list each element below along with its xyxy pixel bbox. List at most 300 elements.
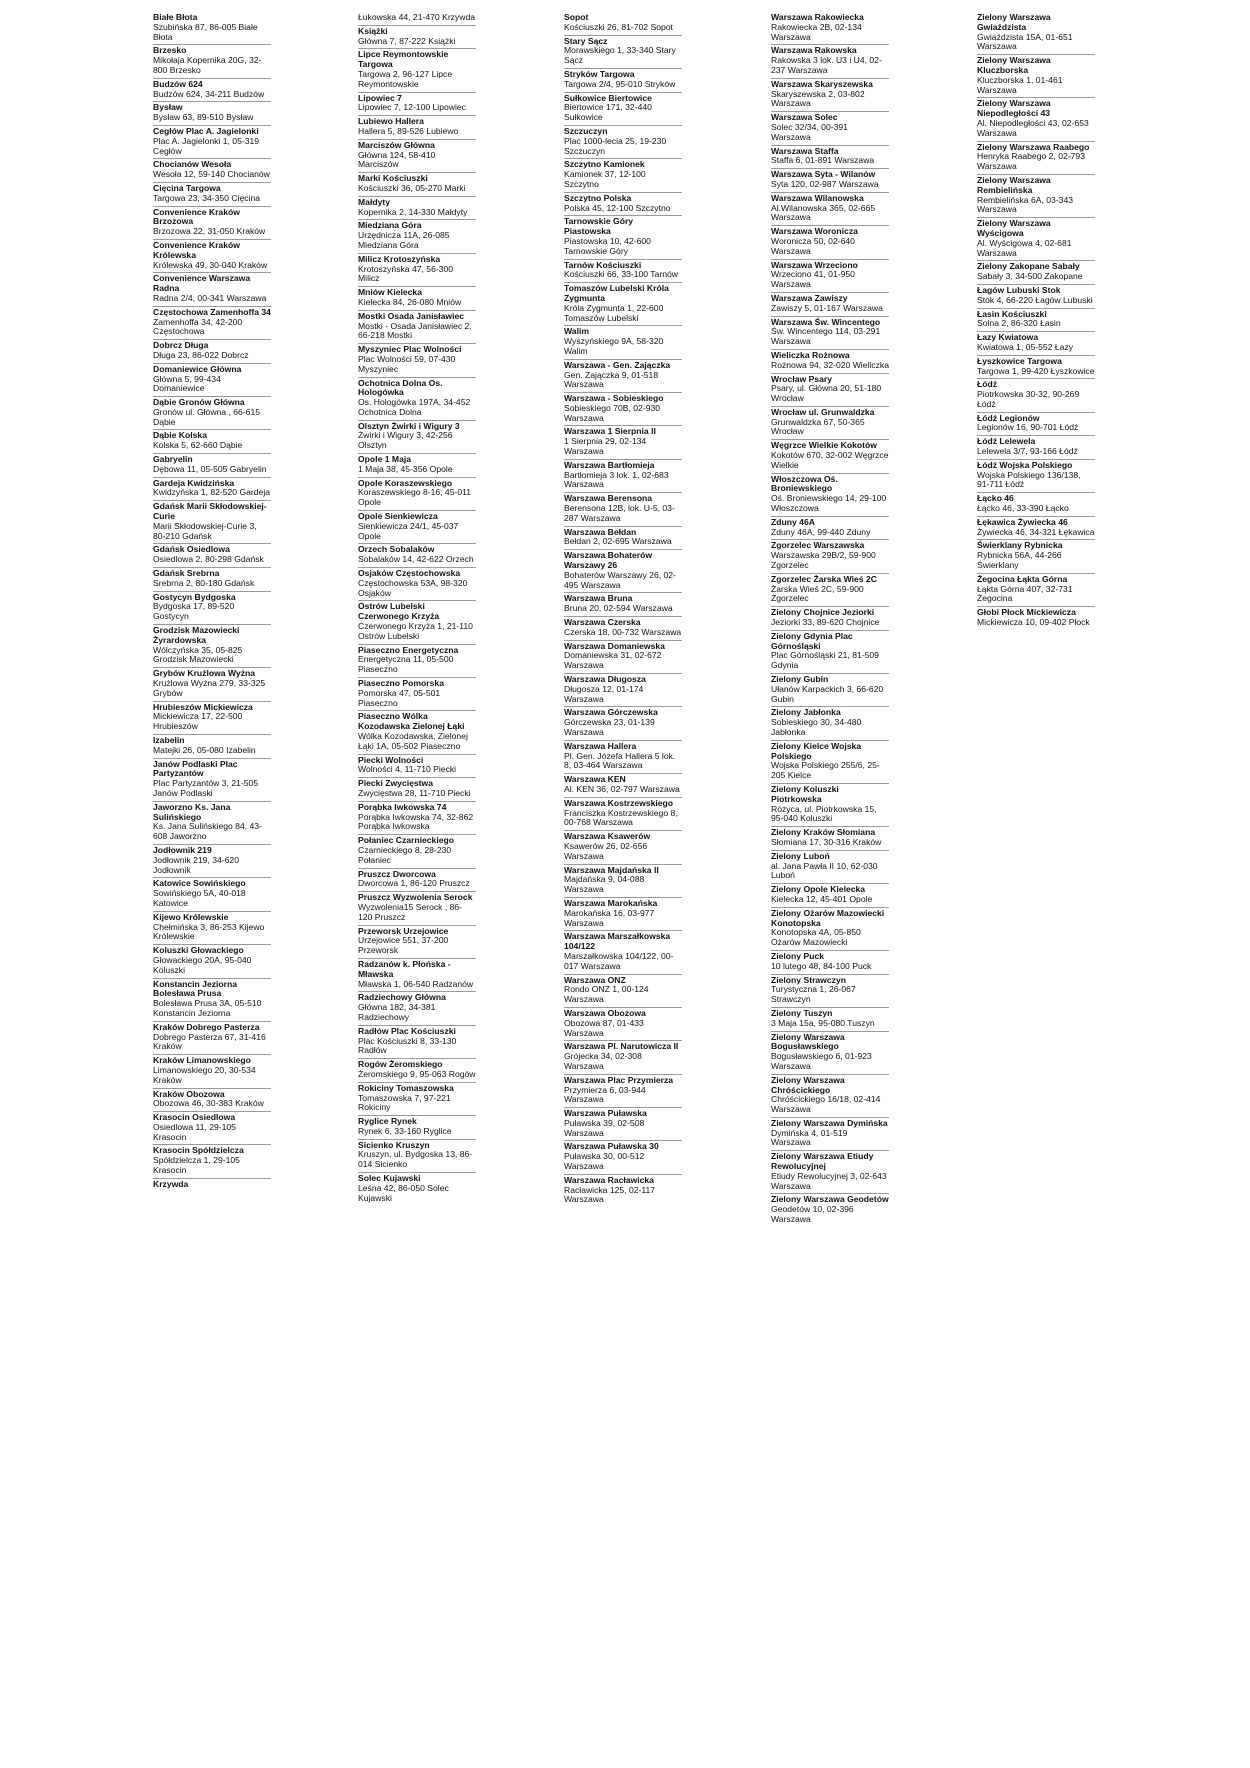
store-address: Osiedlowa 11, 29-105 Krasocin bbox=[153, 1121, 236, 1142]
store-column-3 bbox=[564, 12, 682, 1207]
store-address: Al. Niepodległości 43, 02-653 Warszawa bbox=[977, 117, 1089, 138]
store-entry bbox=[771, 827, 889, 851]
store-address: Plac Partyzantów 3, 21-505 Janów Podlaski bbox=[153, 778, 259, 798]
store-entry bbox=[153, 1112, 271, 1145]
store-address: Bolesława Prusa 3A, 05-510 Konstancin Jeziorna bbox=[153, 998, 262, 1018]
store-entry bbox=[358, 1140, 476, 1173]
store-entry bbox=[977, 460, 1095, 493]
store-entry bbox=[153, 735, 271, 759]
store-name: Białe Błota bbox=[153, 12, 198, 22]
store-name: Zduny 46A bbox=[771, 516, 815, 527]
store-address: Psary, ul. Główna 20, 51-180 Wrocław bbox=[771, 383, 882, 404]
store-entry bbox=[358, 645, 476, 678]
store-address: Rondo ONZ 1, 00-124 Warszawa bbox=[564, 984, 649, 1005]
store-name: Koluszki Głowackiego bbox=[153, 945, 244, 956]
store-address: Urzędnicza 11A, 26-085 Miedziana Góra bbox=[358, 230, 450, 250]
store-name: Warszawa Domaniewska bbox=[564, 640, 665, 651]
store-address: Berensona 12B, lok. U-5, 03-287 Warszawa bbox=[564, 503, 675, 523]
store-address: Żeromskiego 9, 95-063 Rogów bbox=[358, 1068, 476, 1079]
store-name: Zielony Koluszki Piotrkowska bbox=[771, 783, 839, 804]
store-name: Świerklany Rybnicka bbox=[977, 540, 1063, 551]
store-address: Długa 23, 86-022 Dobrcz bbox=[153, 349, 249, 360]
store-name: Walim bbox=[564, 326, 589, 337]
store-entry bbox=[564, 393, 682, 426]
store-name: Kraków Limanowskiego bbox=[153, 1055, 251, 1066]
store-name: Zielony Strawczyn bbox=[771, 974, 846, 985]
store-name: Myszyniec Plac Wolności bbox=[358, 344, 462, 355]
store-entry bbox=[771, 741, 889, 784]
store-name: Zielony Opole Kielecka bbox=[771, 884, 866, 895]
store-address: Wojska Polskiego 255/6, 25-205 Kielce bbox=[771, 760, 880, 781]
store-name: Stryków Targowa bbox=[564, 68, 635, 79]
store-entry bbox=[358, 454, 476, 478]
store-address: Plac Kościuszki 8, 33-130 Radłów bbox=[358, 1035, 457, 1056]
store-name: Miedziana Góra bbox=[358, 220, 422, 231]
store-name: Krasocin Spółdzielcza bbox=[153, 1145, 244, 1156]
store-address: al. Jana Pawła II 10, 62-030 Luboń bbox=[771, 860, 878, 881]
store-entry bbox=[564, 1141, 682, 1174]
store-address: Zawiszy 5, 01-167 Warszawa bbox=[771, 302, 883, 313]
store-entry bbox=[564, 550, 682, 593]
store-name: Lipowiec 7 bbox=[358, 92, 402, 103]
store-address: Morawskiego 1, 33-340 Stary Sącz bbox=[564, 45, 676, 66]
store-address: Marokańska 16, 03-977 Warszawa bbox=[564, 907, 655, 928]
store-name: Sopot bbox=[564, 12, 589, 22]
store-name: Milicz Krotoszyńska bbox=[358, 253, 441, 264]
store-address: Wólka Kozodawska, Zielonej Łąki 1A, 05-502 Piaseczno bbox=[358, 731, 468, 751]
store-address: Energetyczna 11, 05-500 Piaseczno bbox=[358, 654, 454, 675]
store-name: Gabryelin bbox=[153, 454, 193, 465]
store-address: Biertowice 171, 32-440 Sułkowice bbox=[564, 102, 652, 123]
store-entry bbox=[977, 436, 1095, 460]
store-name: Piaseczno Pomorska bbox=[358, 678, 444, 689]
store-address: Gwiaździsta 15A, 01-651 Warszawa bbox=[977, 31, 1073, 52]
store-column-2 bbox=[358, 12, 476, 1205]
store-entry bbox=[358, 220, 476, 253]
store-address: Konotopska 4A, 05-850 Ożarów Mazowiecki bbox=[771, 927, 861, 948]
store-address: Dymińska 4, 01-519 Warszawa bbox=[771, 1127, 848, 1148]
store-entry bbox=[153, 912, 271, 945]
store-address: Tomaszowska 7, 97-221 Rokiciny bbox=[358, 1092, 451, 1113]
store-entry bbox=[977, 261, 1095, 285]
store-name: Orzech Sobalaków bbox=[358, 544, 435, 555]
store-entry bbox=[358, 959, 476, 992]
store-address: Kopernika 2, 14-330 Małdyty bbox=[358, 206, 468, 217]
store-entry bbox=[153, 1055, 271, 1088]
store-address: Pomorska 47, 05-501 Piaseczno bbox=[358, 687, 441, 708]
store-address: Syta 120, 02-987 Warszawa bbox=[771, 178, 879, 189]
store-address: Wólczyńska 35, 05-825 Grodzisk Mazowiecki bbox=[153, 644, 243, 665]
store-address: Kokotów 670, 32-002 Węgrzce Wielkie bbox=[771, 450, 889, 470]
store-address: Główna 7, 87-222 Książki bbox=[358, 35, 456, 46]
store-entry bbox=[771, 1194, 889, 1226]
store-address: Lipowiec 7, 12-100 Lipowiec bbox=[358, 102, 466, 113]
store-column-4 bbox=[771, 12, 889, 1227]
store-name: Szczuczyn bbox=[564, 125, 608, 136]
store-address: Lelewela 3/7, 93-166 Łódź bbox=[977, 446, 1078, 457]
store-entry bbox=[564, 360, 682, 393]
store-address: Dobrego Pasterza 67, 31-416 Kraków bbox=[153, 1031, 266, 1052]
store-name: Budzów 624 bbox=[153, 78, 203, 89]
store-address: Kruszyn, ul. Bydgoska 13, 86-014 Sicienko bbox=[358, 1149, 473, 1170]
store-entry bbox=[771, 169, 889, 193]
store-address: Radna 2/4, 00-341 Warszawa bbox=[153, 292, 267, 303]
store-entry bbox=[771, 374, 889, 407]
store-address: Bełdan 2, 02-695 Warszawa bbox=[564, 536, 672, 547]
store-entry bbox=[358, 197, 476, 221]
store-address: Sabały 3, 34-500 Zakopane bbox=[977, 271, 1083, 282]
store-address: Targowa 23, 34-350 Cięcina bbox=[153, 192, 261, 203]
store-name: Warszawa Wilanowska bbox=[771, 192, 864, 203]
store-name: Zielony Tuszyn bbox=[771, 1007, 833, 1018]
store-name: Kraków Dobrego Pasterza bbox=[153, 1021, 260, 1032]
store-address: Żywiecka 46, 34-321 Łękawica bbox=[977, 526, 1095, 537]
store-address: Wojska Polskiego 136/138, 91-711 Łódź bbox=[977, 469, 1081, 490]
store-address: Główna 5, 99-434 Domaniewice bbox=[153, 373, 221, 394]
store-address: Rynek 6, 33-160 Ryglice bbox=[358, 1125, 452, 1136]
store-entry bbox=[153, 478, 271, 502]
store-name: Sułkowice Biertowice bbox=[564, 92, 652, 103]
store-name: Warszawa Berensona bbox=[564, 493, 653, 504]
store-address: Rakowiecka 2B, 02-134 Warszawa bbox=[771, 21, 862, 42]
store-name: Zielony Warszawa Niepodległości 43 bbox=[977, 98, 1051, 119]
store-address: Łąkta Górna 407, 32-731 Żegocina bbox=[977, 583, 1073, 604]
store-name: Piecki Zwycięstwa bbox=[358, 778, 433, 789]
store-address: Wyzwolenia15 Serock , 86-120 Pruszcz bbox=[358, 901, 463, 922]
store-address: Główna 182, 34-381 Radziechowy bbox=[358, 1002, 436, 1022]
store-name: Rogów Żeromskiego bbox=[358, 1059, 443, 1070]
store-name: Szczytno Polska bbox=[564, 192, 632, 203]
store-name: Marki Kościuszki bbox=[358, 173, 428, 184]
store-address: Matejki 26, 05-080 Izabelin bbox=[153, 744, 256, 755]
store-entry bbox=[977, 540, 1095, 573]
store-name: Żegocina Łąkta Górna bbox=[977, 573, 1068, 584]
store-entry bbox=[564, 1175, 682, 1207]
store-address: Wyszyńskiego 9A, 58-320 Walim bbox=[564, 336, 664, 356]
store-address: Przymierza 6, 03-944 Warszawa bbox=[564, 1084, 646, 1105]
store-entry bbox=[564, 617, 682, 641]
store-address: Racławicka 125, 02-117 Warszawa bbox=[564, 1184, 656, 1205]
store-address: Mickiewicza 17, 22-500 Hrubieszów bbox=[153, 711, 243, 732]
store-address: Zwycięstwa 28, 11-710 Piecki bbox=[358, 787, 471, 798]
store-name: Konstancin Jeziorna Bolesława Prusa bbox=[153, 978, 238, 999]
store-address: Główna 124, 58-410 Marciszów bbox=[358, 149, 436, 170]
store-entry bbox=[153, 364, 271, 397]
store-entry bbox=[358, 1059, 476, 1083]
store-address: Długosza 12, 01-174 Warszawa bbox=[564, 683, 644, 704]
store-name: Warszawa 1 Sierpnia II bbox=[564, 426, 656, 437]
store-name: Wieliczka Rożnowa bbox=[771, 349, 850, 360]
store-entry bbox=[977, 12, 1095, 55]
store-entry bbox=[564, 460, 682, 493]
store-entry bbox=[358, 601, 476, 644]
store-address: Chełmińska 3, 86-253 Kijewo Królewskie bbox=[153, 921, 265, 942]
store-entry bbox=[771, 1008, 889, 1032]
store-address: Targowa 2/4, 95-010 Stryków bbox=[564, 78, 676, 89]
store-address: Mławska 1, 06-540 Radzanów bbox=[358, 978, 474, 989]
store-entry bbox=[564, 674, 682, 707]
store-entry bbox=[564, 69, 682, 93]
store-name: Zielony Warszawa Kluczborska bbox=[977, 55, 1051, 75]
store-name: Warszawa Woronicza bbox=[771, 226, 858, 237]
store-name: Ryglice Rynek bbox=[358, 1116, 417, 1127]
store-address: Sowińskiego 5A, 40-018 Katowice bbox=[153, 888, 246, 908]
store-address: Targowa 1, 99-420 Łyszkowice bbox=[977, 365, 1095, 376]
store-address: Bruna 20, 02-594 Warszawa bbox=[564, 603, 673, 614]
store-entry bbox=[564, 193, 682, 217]
store-entry bbox=[564, 426, 682, 459]
store-name: Porąbka Iwkowska 74 bbox=[358, 801, 447, 812]
store-name: Głobi Płock Mickiewicza bbox=[977, 607, 1076, 618]
store-name: Zielony Warszawa Bogusławskiego bbox=[771, 1031, 845, 1052]
store-address: Domaniewska 31, 02-672 Warszawa bbox=[564, 650, 662, 671]
store-name: Warszawa Czerska bbox=[564, 617, 641, 628]
store-name: Zielony Zakopane Sabały bbox=[977, 261, 1080, 272]
store-entry bbox=[153, 702, 271, 735]
store-address: Stok 4, 66-220 Łagów Lubuski bbox=[977, 294, 1093, 305]
store-name: Węgrzce Wielkie Kokotów bbox=[771, 440, 877, 451]
store-address: Puławska 30, 00-512 Warszawa bbox=[564, 1151, 645, 1172]
store-name: Janów Podlaski Plac Partyzantów bbox=[153, 758, 238, 779]
store-name: Zielony Kraków Słomiana bbox=[771, 827, 876, 838]
store-entry bbox=[358, 478, 476, 511]
store-address: Majdańska 9, 04-088 Warszawa bbox=[564, 874, 645, 895]
store-address: Piotrkowska 30-32, 90-269 Łódź bbox=[977, 389, 1080, 409]
store-address: Kielecka 84, 26-080 Mniów bbox=[358, 296, 462, 307]
store-name: Warszawa Bartłomieja bbox=[564, 459, 655, 470]
store-entry bbox=[153, 544, 271, 568]
store-entry bbox=[358, 173, 476, 197]
store-name: Opole Sienkiewicza bbox=[358, 511, 438, 522]
store-entry bbox=[153, 126, 271, 159]
store-address: Pl. Gen. Józefa Hallera 5 lok. 8, 03-464 Warszawa bbox=[564, 750, 676, 771]
store-entry bbox=[358, 287, 476, 311]
store-entry bbox=[358, 1083, 476, 1116]
store-name: Łazy Kwiatowa bbox=[977, 332, 1039, 343]
store-entry bbox=[771, 540, 889, 573]
store-address: Wolności 4, 11-710 Piecki bbox=[358, 764, 457, 775]
store-address: Sienkiewicza 24/1, 45-037 Opole bbox=[358, 520, 459, 541]
store-entry bbox=[564, 36, 682, 69]
store-entry bbox=[564, 326, 682, 359]
store-entry bbox=[564, 216, 682, 259]
store-name: Tomaszów Lubelski Króla Zygmunta bbox=[564, 283, 669, 303]
store-name: Mniów Kielecka bbox=[358, 287, 422, 298]
store-entry bbox=[358, 344, 476, 377]
store-name: Jaworzno Ks. Jana Sulińskiego bbox=[153, 801, 231, 822]
store-entry bbox=[977, 175, 1095, 218]
store-name: Zielony Luboń bbox=[771, 850, 830, 861]
store-entry bbox=[358, 1116, 476, 1140]
store-address: Bartłomieja 3 lok. 1, 02-683 Warszawa bbox=[564, 469, 669, 490]
store-entry bbox=[358, 254, 476, 287]
store-address: Kwiatowa 1, 05-552 Łazy bbox=[977, 341, 1074, 352]
store-entry bbox=[564, 493, 682, 526]
store-entry bbox=[153, 240, 271, 273]
store-name: Krzywda bbox=[153, 1178, 189, 1189]
store-name: Piaseczno Wólka Kozodawska Zielonej Łąki bbox=[358, 711, 465, 732]
store-name: Warszawa Zawiszy bbox=[771, 292, 848, 303]
store-name: Cięcina Targowa bbox=[153, 182, 221, 193]
store-entry bbox=[977, 379, 1095, 412]
store-name: Gdańsk Srebrna bbox=[153, 568, 220, 579]
store-address: Grunwaldzka 67, 50-365 Wrocław bbox=[771, 416, 865, 437]
store-entry bbox=[564, 831, 682, 864]
store-entry bbox=[771, 474, 889, 517]
store-entry bbox=[771, 293, 889, 317]
store-address: Grójecka 34, 02-308 Warszawa bbox=[564, 1051, 642, 1071]
store-entry bbox=[771, 707, 889, 740]
store-name: Przeworsk Urzejowice bbox=[358, 925, 449, 936]
store-address: Królewska 49, 30-040 Kraków bbox=[153, 259, 268, 270]
store-name: Warszawa Rakowska bbox=[771, 45, 857, 56]
store-entry bbox=[153, 12, 271, 45]
store-name: Zielony Chojnice Jeziorki bbox=[771, 607, 875, 618]
store-name: Dobrcz Długa bbox=[153, 340, 209, 351]
store-entry bbox=[771, 517, 889, 541]
store-name: Gdańsk Marii Skłodowskiej-Curie bbox=[153, 501, 267, 522]
store-entry bbox=[358, 992, 476, 1025]
store-address: Sobalaków 14, 42-622 Orzech bbox=[358, 554, 474, 565]
store-address: Krużlowa Wyżna 279, 33-325 Grybów bbox=[153, 678, 266, 698]
store-entry bbox=[977, 55, 1095, 98]
store-entry bbox=[153, 568, 271, 592]
store-entry bbox=[153, 1089, 271, 1113]
store-name: Warszawa - Gen. Zajączka bbox=[564, 359, 671, 370]
store-name: Zgorzelec Warszawska bbox=[771, 540, 865, 551]
store-address: Mickiewicza 10, 09-402 Płock bbox=[977, 617, 1090, 628]
store-address: Warszawska 29B/2, 59-900 Zgorzelec bbox=[771, 550, 876, 571]
store-name: Warszawa Puławska 30 bbox=[564, 1141, 659, 1152]
store-entry bbox=[564, 1108, 682, 1141]
store-entry bbox=[153, 592, 271, 625]
store-entry bbox=[358, 926, 476, 959]
store-entry bbox=[358, 140, 476, 173]
store-entry bbox=[358, 544, 476, 568]
store-address: Marszałkowska 104/122, 00-017 Warszawa bbox=[564, 950, 674, 971]
store-name: Mostki Osada Janisławiec bbox=[358, 310, 465, 321]
store-name: Łódź bbox=[977, 379, 998, 390]
store-entry bbox=[771, 226, 889, 259]
store-name: Marciszów Główna bbox=[358, 139, 435, 150]
store-address: Staffa 6, 01-891 Warszawa bbox=[771, 155, 875, 166]
store-address: Al. Wyścigowa 4, 02-681 Warszawa bbox=[977, 237, 1072, 258]
store-name: Stary Sącz bbox=[564, 35, 608, 46]
store-entry bbox=[153, 207, 271, 240]
store-entry bbox=[771, 784, 889, 827]
store-address: 10 lutego 48, 84-100 Puck bbox=[771, 960, 872, 971]
store-entry bbox=[153, 1022, 271, 1055]
store-address: Ks. Jana Sulińskiego 84, 43-608 Jaworzno bbox=[153, 821, 262, 842]
store-address: Geodetów 10, 02-396 Warszawa bbox=[771, 1204, 854, 1225]
store-entry bbox=[358, 755, 476, 779]
store-name: Książki bbox=[358, 25, 388, 36]
store-entry bbox=[153, 1145, 271, 1178]
store-name: Piaseczno Energetyczna bbox=[358, 644, 459, 655]
store-address: Żarska Wieś 2C, 59-900 Zgorzelec bbox=[771, 583, 864, 604]
store-name: Zielony Gdynia Plac Górnośląski bbox=[771, 630, 853, 651]
store-name: Lipce Reymontowskie Targowa bbox=[358, 49, 449, 70]
store-name: Zielony Ożarów Mazowiecki Konotopska bbox=[771, 907, 885, 928]
store-entry bbox=[771, 851, 889, 884]
store-address: Mikołaja Kopernika 20G, 32-800 Brzesko bbox=[153, 55, 262, 75]
store-address: Kluczborska 1, 01-461 Warszawa bbox=[977, 74, 1063, 95]
store-name: Pruszcz Dworcowa bbox=[358, 868, 436, 879]
store-name: Osjaków Częstochowska bbox=[358, 568, 461, 579]
store-name: Grybów Krużlowa Wyżna bbox=[153, 668, 256, 679]
store-name: Zielony Warszawa Dymińska bbox=[771, 1117, 888, 1128]
store-address: Al. KEN 36, 02-797 Warszawa bbox=[564, 783, 680, 794]
store-entry bbox=[771, 884, 889, 908]
store-name: Pruszcz Wyzwolenia Serock bbox=[358, 892, 473, 903]
store-name: Warszawa Św. Wincentego bbox=[771, 316, 881, 327]
store-address: Plac A. Jagielonki 1, 05-319 Cegłów bbox=[153, 135, 260, 156]
store-address: Al.Wilanowska 365, 02-665 Warszawa bbox=[771, 202, 876, 223]
store-address: Słomiana 17, 30-316 Kraków bbox=[771, 836, 882, 847]
store-entry bbox=[153, 501, 271, 544]
store-entry bbox=[564, 93, 682, 126]
store-address: Jeziorki 33, 89-620 Chojnice bbox=[771, 617, 880, 628]
store-name: Warszawa Pl. Narutowicza II bbox=[564, 1041, 679, 1052]
store-address: Św. Wincentego 114, 03-291 Warszawa bbox=[771, 326, 881, 347]
store-name: Warszawa Plac Przymierza bbox=[564, 1074, 674, 1085]
store-entry bbox=[358, 869, 476, 893]
store-entry bbox=[771, 975, 889, 1008]
store-address: Kamionek 37, 12-100 Szczytno bbox=[564, 169, 646, 189]
store-name: Łącko 46 bbox=[977, 493, 1014, 504]
store-entry bbox=[771, 112, 889, 145]
store-entry bbox=[153, 397, 271, 430]
store-entry bbox=[153, 625, 271, 668]
store-address: Piastowska 10, 42-600 Tarnowskie Góry bbox=[564, 235, 651, 256]
store-name: Radłów Plac Kościuszki bbox=[358, 1025, 456, 1036]
store-entry bbox=[564, 283, 682, 326]
store-entry bbox=[771, 574, 889, 607]
store-name: Dąbie Kolska bbox=[153, 430, 207, 441]
store-address: Kościuszki 36, 05-270 Marki bbox=[358, 182, 466, 193]
store-entry bbox=[771, 260, 889, 293]
store-address: Srebrna 2, 80-180 Gdańsk bbox=[153, 577, 255, 588]
store-name: Solec Kujawski bbox=[358, 1173, 421, 1184]
store-entry bbox=[153, 45, 271, 78]
store-address: Plac Górnośląski 21, 81-509 Gdynia bbox=[771, 650, 879, 671]
store-name: Warszawa Wrzeciono bbox=[771, 259, 858, 270]
store-entry bbox=[564, 798, 682, 831]
store-address: Plac Wolności 59, 07-430 Myszyniec bbox=[358, 353, 456, 374]
store-entry bbox=[977, 218, 1095, 261]
store-address: Obozowa 87, 01-433 Warszawa bbox=[564, 1017, 644, 1038]
store-entry bbox=[771, 1151, 889, 1194]
store-entry bbox=[564, 741, 682, 774]
store-name: Sicienko Kruszyn bbox=[358, 1139, 430, 1150]
store-name: Rokiciny Tomaszowska bbox=[358, 1082, 454, 1093]
store-entry bbox=[771, 350, 889, 374]
store-address: Łukowska 44, 21-470 Krzywda bbox=[358, 12, 476, 22]
store-name: Gostycyn Bydgoska bbox=[153, 591, 236, 602]
store-name: Warszawa Staffa bbox=[771, 145, 839, 156]
store-entry bbox=[153, 79, 271, 103]
store-name: Cegłów Plac A. Jagielonki bbox=[153, 125, 259, 136]
store-address: Różyca, ul. Piotrkowska 15, 95-040 Koluszki bbox=[771, 803, 877, 824]
store-name: Ochotnica Dolna Os. Hologówka bbox=[358, 377, 443, 398]
store-name: Olsztyn Żwirki i Wigury 3 bbox=[358, 420, 460, 431]
store-name: Radzanów k. Płońska - Mławska bbox=[358, 958, 451, 979]
store-address: Głowackiego 20A, 95-040 Koluszki bbox=[153, 954, 252, 975]
store-name: Hrubieszów Mickiewicza bbox=[153, 701, 253, 712]
store-name: Convenience Kraków Brzozowa bbox=[153, 206, 240, 227]
store-entry bbox=[564, 12, 682, 36]
store-address: Kolska 5, 62-660 Dąbie bbox=[153, 440, 243, 451]
